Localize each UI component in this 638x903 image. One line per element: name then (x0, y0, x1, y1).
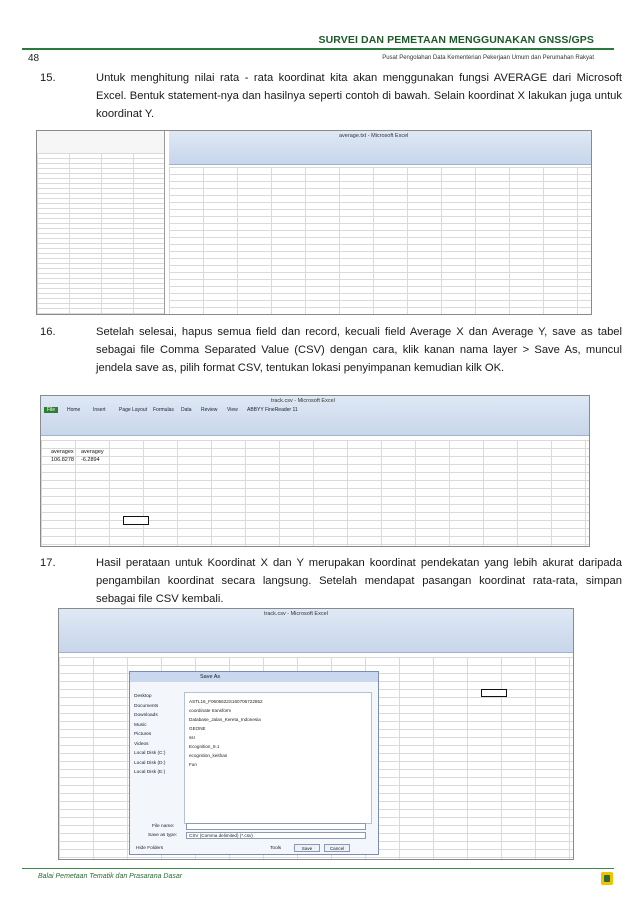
folder-item[interactable]: ssr (189, 735, 196, 740)
screenshot-track-csv (40, 395, 590, 547)
tab-file[interactable]: File (44, 407, 58, 413)
step-17 (40, 555, 622, 611)
cell-cursor (481, 689, 507, 697)
running-header-title: SURVEI DAN PEMETAAN MENGGUNAKAN GNSS/GPS (318, 34, 594, 46)
tab-review[interactable]: Review (201, 407, 218, 413)
step-number: 17. (40, 557, 56, 569)
tools-menu[interactable]: Tools (270, 846, 282, 851)
save-button[interactable]: Save (294, 844, 320, 852)
nav-desktop[interactable]: Desktop (134, 694, 152, 699)
page-number: 48 (28, 53, 40, 64)
footer-logo-icon (601, 872, 613, 885)
step-number: 15. (40, 72, 56, 84)
screenshot-save-as (58, 608, 574, 860)
file-name-input[interactable] (186, 823, 366, 830)
cell-b1: averagey (81, 449, 104, 455)
header-subtitle: Pusat Pengolahan Data Kementerian Pekerjaan Umum dan Perumahan Rakyat (382, 55, 594, 61)
folder-item[interactable]: Fun (189, 762, 197, 767)
dialog-nav-pane (134, 692, 178, 778)
folder-item[interactable]: Database_Jalan_Kereta_Indonesia (189, 717, 261, 722)
screenshot-right-sheet-pane (169, 131, 591, 315)
folder-item[interactable]: coordinate transform (189, 708, 232, 713)
save-type-select[interactable]: CSV (Comma delimited) (*.csv) (186, 832, 366, 839)
tab-page-layout[interactable]: Page Layout (119, 407, 148, 413)
tab-view[interactable]: View (227, 407, 238, 413)
cell-a2: 106.8278 (51, 457, 74, 463)
cell-b2: -6.2894 (81, 457, 100, 463)
window-title: average.txt - Microsoft Excel (339, 133, 409, 139)
header-rule (22, 48, 614, 50)
folder-item[interactable]: GEONE (189, 726, 206, 731)
cell-cursor (123, 516, 149, 525)
hide-folders-toggle[interactable]: Hide Folders (136, 846, 164, 851)
dialog-title: Save As (130, 672, 378, 682)
step-text: Hasil perataan untuk Koordinat X dan Y merupakan koordinat pendekatan yang lebih akurat daripada pengambilan koordinat secara langsung. Setelah mendapat pasangan koordinat rata-rata, simpan sebagai file CSV kembali. (96, 557, 622, 605)
window-title: track.csv - Microsoft Excel (271, 398, 335, 404)
folder-item[interactable]: ecognition_keithan (189, 753, 228, 758)
nav-local-disk-d[interactable]: Local Disk (D:) (134, 760, 166, 766)
step-number: 16. (40, 326, 56, 338)
nav-videos[interactable]: Videos (134, 741, 149, 747)
nav-local-disk-e[interactable]: Local Disk (E:) (134, 770, 166, 775)
nav-downloads[interactable]: Downloads (134, 713, 158, 718)
folder-item[interactable]: ASTL16_F0605622S160706722852 (189, 699, 263, 704)
dialog-file-list (184, 692, 372, 824)
nav-music[interactable]: Music (134, 722, 147, 728)
step-text: Untuk menghitung nilai rata - rata koordinat kita akan menggunakan fungsi AVERAGE dari Microsoft Excel. Bentuk statement-nya dan hasilnya seperti contoh di bawah. Selain koordinat X lakukan juga untuk koordinat Y. (96, 72, 622, 120)
window-title: track.csv - Microsoft Excel (264, 611, 328, 617)
cell-a1: averagex (51, 449, 74, 455)
file-name-label: File name: (152, 824, 175, 829)
screenshot-left-sheet-pane (37, 131, 165, 315)
nav-local-disk-c[interactable]: Local Disk (C:) (134, 751, 166, 756)
tab-abbyy[interactable]: ABBYY FineReader 11 (247, 407, 298, 413)
step-16 (40, 324, 622, 396)
step-15 (40, 70, 622, 126)
tab-insert[interactable]: Insert (93, 407, 106, 413)
nav-pictures[interactable]: Pictures (134, 732, 152, 737)
footer-text: Balai Pemetaan Tematik dan Prasarana Dasar (38, 873, 183, 880)
folder-item[interactable]: Ecognition_8.1 (189, 744, 220, 749)
save-type-label: Save as type: (148, 833, 178, 838)
step-text: Setelah selesai, hapus semua field dan record, kecuali field Average X dan Average Y, save as tabel sebagai file Comma Separated Value (CSV) dengan cara, klik kanan nama layer > Save As, muncul jendela save as, pilih format CSV, tentukan lokasi penyimpanan kemudian kilk OK. (96, 326, 622, 374)
tab-formulas[interactable]: Formulas (153, 407, 174, 413)
footer-rule (22, 868, 614, 869)
screenshot-average-sheet (36, 130, 592, 315)
tab-data[interactable]: Data (181, 407, 192, 413)
tab-home[interactable]: Home (67, 407, 81, 413)
cancel-button[interactable]: Cancel (324, 844, 350, 852)
nav-documents[interactable]: Documents (134, 703, 159, 709)
save-as-dialog (129, 671, 379, 855)
